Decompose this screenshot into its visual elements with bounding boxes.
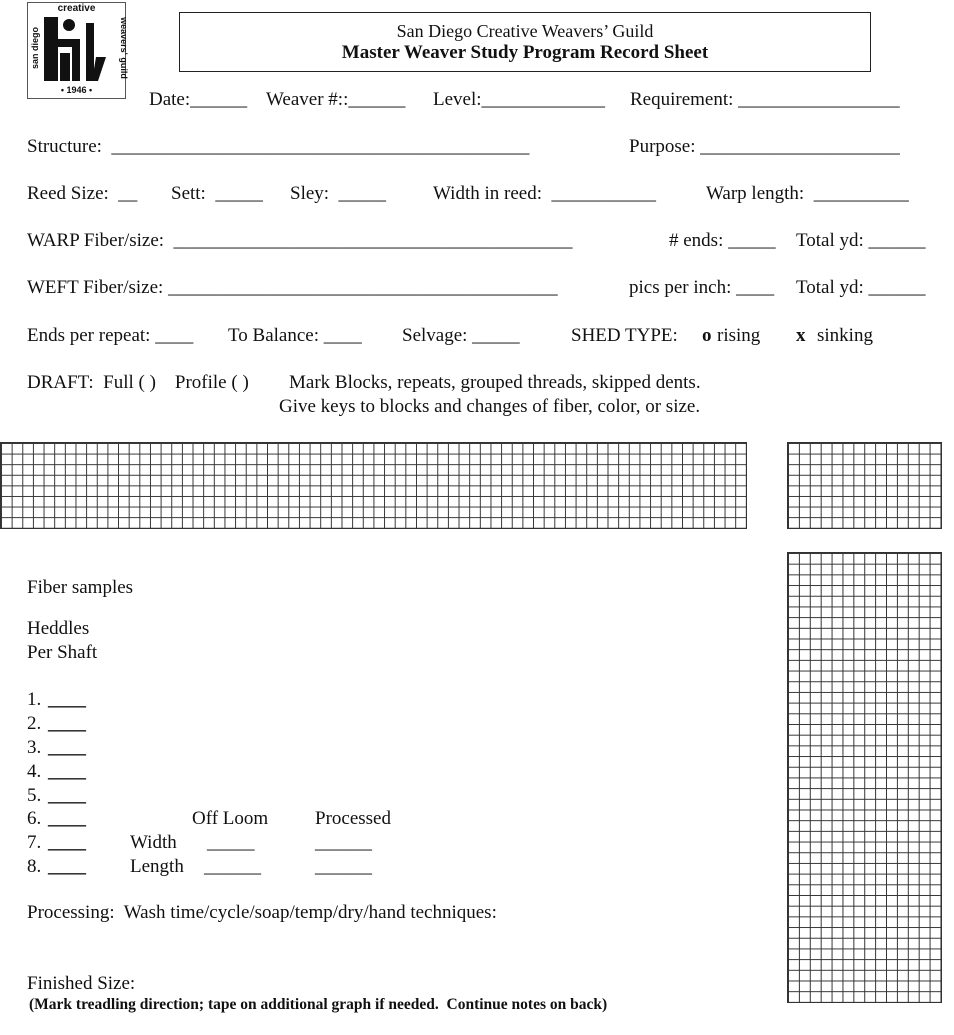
shaft-heddle-input[interactable]: ____ bbox=[48, 689, 86, 710]
draft-instruction-2: Give keys to blocks and changes of fiber, color, or size. bbox=[279, 396, 701, 417]
treadling-grid[interactable] bbox=[787, 552, 942, 1003]
level-field[interactable]: Level:_____________ bbox=[433, 89, 606, 110]
title-box bbox=[179, 12, 871, 72]
to-balance-field[interactable]: To Balance: ____ bbox=[228, 325, 362, 346]
width-in-reed-field[interactable]: Width in reed: ___________ bbox=[433, 183, 656, 204]
processing-label: Processing: Wash time/cycle/soap/temp/dry/hand techniques: bbox=[27, 902, 497, 923]
shaft-number: 1. bbox=[27, 689, 42, 710]
sley-field[interactable]: Sley: _____ bbox=[290, 183, 387, 204]
draft-type-label: DRAFT: Full ( ) Profile ( ) bbox=[27, 372, 249, 393]
processed-header: Processed bbox=[315, 808, 391, 829]
selvage-field[interactable]: Selvage: _____ bbox=[402, 325, 520, 346]
off-loom-header: Off Loom bbox=[192, 808, 269, 829]
shaft-heddle-input[interactable]: ____ bbox=[48, 808, 86, 829]
length-label: Length bbox=[130, 856, 184, 877]
reed-size-field[interactable]: Reed Size: __ bbox=[27, 183, 138, 204]
shaft-number: 5. bbox=[27, 785, 42, 806]
heddles-label-line2: Per Shaft bbox=[27, 642, 98, 663]
shaft-number: 3. bbox=[27, 737, 42, 758]
length-off-loom-input[interactable]: ______ bbox=[204, 856, 261, 877]
requirement-field[interactable]: Requirement: _________________ bbox=[630, 89, 900, 110]
logo-left-text: san diego bbox=[30, 27, 40, 70]
shaft-number: 4. bbox=[27, 761, 42, 782]
weft-pics-field[interactable]: pics per inch: ____ bbox=[629, 277, 775, 298]
length-processed-input[interactable]: ______ bbox=[315, 856, 372, 877]
finished-size-label: Finished Size: bbox=[27, 973, 136, 994]
purpose-field[interactable]: Purpose: _____________________ bbox=[629, 136, 900, 157]
width-label: Width bbox=[130, 832, 177, 853]
shaft-number: 6. bbox=[27, 808, 42, 829]
weft-total-yd-field[interactable]: Total yd: ______ bbox=[796, 277, 926, 298]
width-off-loom-input[interactable]: _____ bbox=[207, 832, 255, 853]
shed-sinking-label: sinking bbox=[817, 325, 873, 346]
shaft-heddle-input[interactable]: ____ bbox=[48, 856, 86, 877]
ends-per-repeat-field[interactable]: Ends per repeat: ____ bbox=[27, 325, 194, 346]
structure-field[interactable]: Structure: ____________________________________________ bbox=[27, 136, 530, 157]
shaft-heddle-input[interactable]: ____ bbox=[48, 713, 86, 734]
fiber-samples-label: Fiber samples bbox=[27, 577, 134, 598]
date-field[interactable]: Date:______ bbox=[149, 89, 248, 110]
warp-length-field[interactable]: Warp length: __________ bbox=[706, 183, 909, 204]
logo-top-text: creative bbox=[57, 3, 96, 14]
shed-type-label: SHED TYPE: bbox=[571, 325, 678, 346]
shaft-heddle-input[interactable]: ____ bbox=[48, 761, 86, 782]
logo-year-text: • 1946 • bbox=[60, 85, 93, 95]
shaft-heddle-input[interactable]: ____ bbox=[48, 832, 86, 853]
shaft-heddle-input[interactable]: ____ bbox=[48, 737, 86, 758]
shaft-number: 8. bbox=[27, 856, 42, 877]
heddles-label-line1: Heddles bbox=[27, 618, 90, 639]
form-title: Master Weaver Study Program Record Sheet bbox=[341, 42, 709, 63]
warp-ends-field[interactable]: # ends: _____ bbox=[669, 230, 776, 251]
sett-field[interactable]: Sett: _____ bbox=[171, 183, 263, 204]
shaft-heddle-input[interactable]: ____ bbox=[48, 785, 86, 806]
weaver-number-field[interactable]: Weaver #::______ bbox=[266, 89, 406, 110]
width-processed-input[interactable]: ______ bbox=[315, 832, 372, 853]
warp-fiber-field[interactable]: WARP Fiber/size: __________________________________________ bbox=[27, 230, 573, 251]
loom-weaver-icon bbox=[44, 17, 106, 83]
shed-sinking-mark[interactable]: x bbox=[796, 325, 806, 346]
footer-note: (Mark treadling direction; tape on additional graph if needed. Continue notes on back) bbox=[29, 996, 608, 1013]
org-name: San Diego Creative Weavers’ Guild bbox=[396, 21, 654, 41]
tieup-grid[interactable] bbox=[787, 442, 942, 529]
shed-rising-label: rising bbox=[717, 325, 761, 346]
shaft-number: 2. bbox=[27, 713, 42, 734]
guild-logo bbox=[27, 2, 129, 99]
logo-right-text: weavers' guild bbox=[119, 17, 129, 79]
threading-grid[interactable] bbox=[0, 442, 747, 529]
shed-rising-mark[interactable]: o bbox=[702, 325, 712, 346]
warp-total-yd-field[interactable]: Total yd: ______ bbox=[796, 230, 926, 251]
shaft-number: 7. bbox=[27, 832, 42, 853]
draft-instruction-1: Mark Blocks, repeats, grouped threads, skipped dents. bbox=[289, 372, 701, 393]
weft-fiber-field[interactable]: WEFT Fiber/size: _________________________________________ bbox=[27, 277, 558, 298]
